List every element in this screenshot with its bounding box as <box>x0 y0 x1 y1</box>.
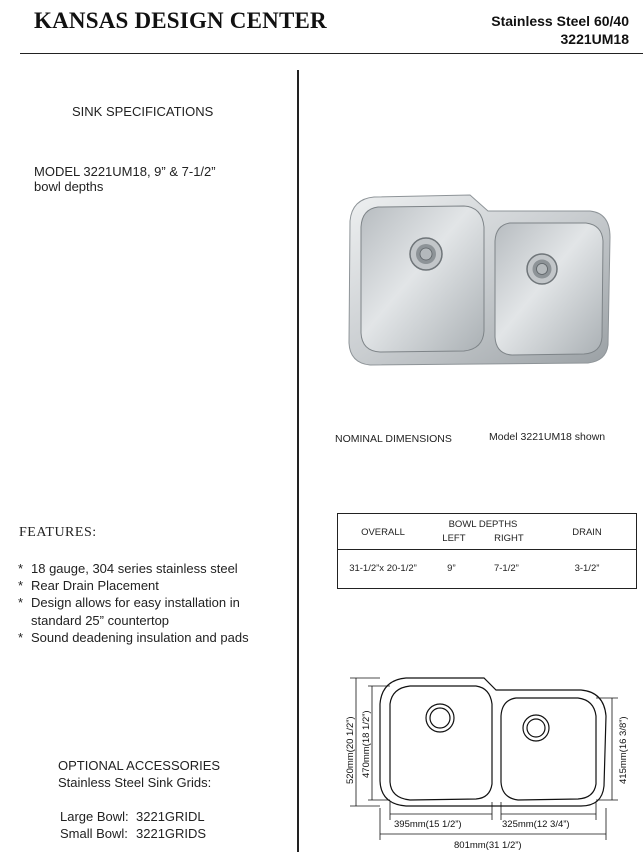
left-drain-inner-icon <box>430 708 450 728</box>
small-bowl-code: 3221GRIDS <box>136 826 207 841</box>
feature-item-continued: standard 25” countertop <box>31 612 170 628</box>
dim-overall-height-label: 520mm(20 1/2”) <box>345 716 356 784</box>
sink-photo <box>340 185 618 370</box>
outline-right-bowl <box>501 698 596 800</box>
right-bowl <box>495 223 603 355</box>
product-line: Stainless Steel 60/40 <box>491 13 629 29</box>
table-row <box>338 550 636 586</box>
cell-left: 9” <box>447 562 456 574</box>
feature-item: * Rear Drain Placement <box>18 578 159 594</box>
dim-left-bowl-width-label: 395mm(15 1/2”) <box>394 819 462 830</box>
specs-model-line2: bowl depths <box>34 179 104 194</box>
left-drain-icon <box>410 238 442 270</box>
dim-overall-width-label: 801mm(31 1/2”) <box>454 840 522 851</box>
header-divider <box>20 53 643 54</box>
header-right: RIGHT <box>494 533 524 544</box>
brand-title: KANSAS DESIGN CENTER <box>34 8 327 33</box>
spec-table-box <box>337 513 637 589</box>
nominal-dimensions-caption: NOMINAL DIMENSIONS <box>335 433 452 445</box>
accessories-title: OPTIONAL ACCESSORIES <box>58 758 221 773</box>
feature-item: * 18 gauge, 304 series stainless steel <box>18 561 238 576</box>
dim-right-bowl-width-label: 325mm(12 3/4”) <box>502 819 570 830</box>
cell-overall: 31-1/2”x 20-1/2” <box>349 562 417 574</box>
model-code: 3221UM18 <box>560 31 629 47</box>
right-drain-icon <box>527 254 557 284</box>
dim-right-bowl-height-label: 415mm(16 3/8”) <box>618 716 629 784</box>
cell-right: 7-1/2” <box>493 562 519 574</box>
dim-left-bowl-height-label: 470mm(18 1/2”) <box>361 710 372 778</box>
model-shown-caption: Model 3221UM18 shown <box>489 431 606 443</box>
outline-left-bowl <box>390 686 492 800</box>
header-bowl-depths: BOWL DEPTHS LEFT RIGHT <box>442 519 524 544</box>
feature-item: * Design allows for easy installation in <box>18 595 240 611</box>
left-bowl <box>361 206 484 352</box>
spec-table <box>338 514 636 586</box>
specs-model-line1: MODEL 3221UM18, 9” & 7-1/2” <box>34 164 216 179</box>
specs-title: SINK SPECIFICATIONS <box>72 104 214 119</box>
large-bowl-label: Large Bowl: <box>60 809 129 824</box>
features-list <box>18 560 249 646</box>
bullet-star: * <box>18 629 24 645</box>
accessories-subtitle: Stainless Steel Sink Grids: <box>58 775 212 790</box>
large-bowl-code: 3221GRIDL <box>136 809 205 824</box>
outline-outer <box>380 678 606 806</box>
cell-drain: 3-1/2” <box>574 562 600 574</box>
header-drain: DRAIN <box>572 526 602 538</box>
bullet-star: * <box>18 595 24 611</box>
small-bowl-label: Small Bowl: <box>60 826 128 841</box>
bullet-star: * <box>18 578 24 594</box>
column-divider <box>297 70 299 852</box>
header-left: LEFT <box>442 533 466 544</box>
right-drain-inner-icon <box>527 719 545 737</box>
dimension-drawing <box>336 666 636 852</box>
feature-item: * Sound deadening insulation and pads <box>18 629 249 645</box>
features-title: FEATURES: <box>19 525 97 540</box>
bullet-star: * <box>18 561 24 576</box>
header-overall: OVERALL <box>361 526 405 538</box>
